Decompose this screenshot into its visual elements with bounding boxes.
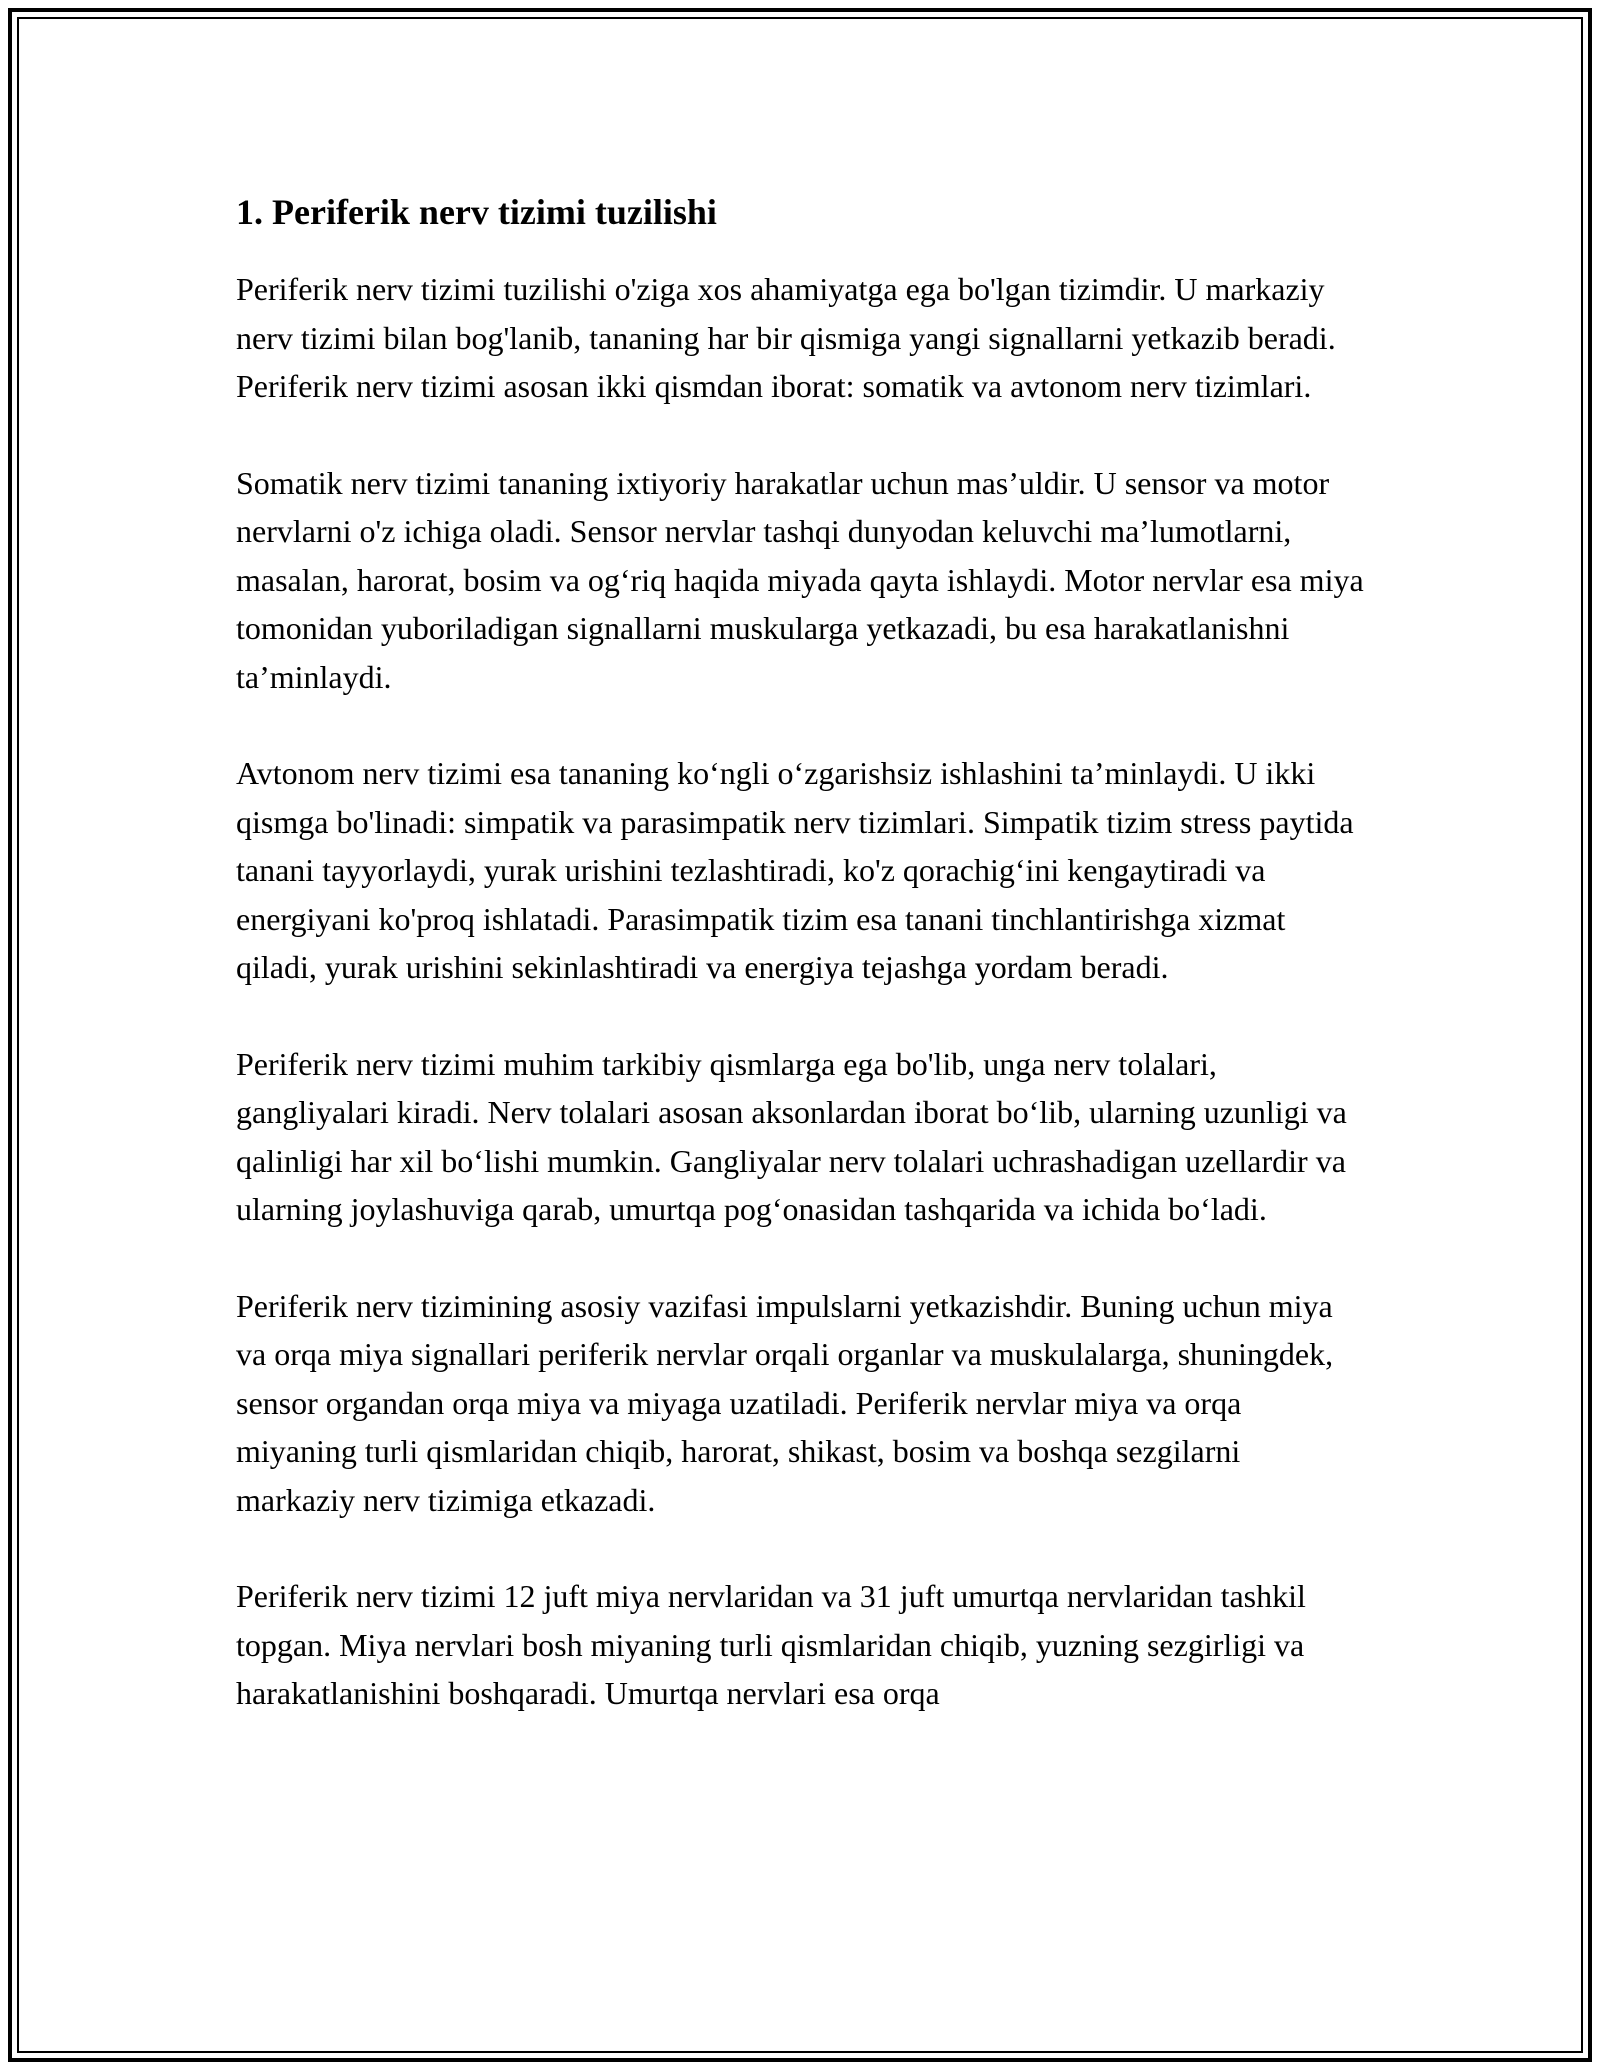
paragraph: Somatik nerv tizimi tananing ixtiyoriy harakatlar uchun mas’uldir. U sensor va motor nervlarni o'z ichiga oladi. Sensor nervlar tashqi dunyodan keluvchi ma’lumotlarni, masalan, harorat, bosim va og‘riq haqida miyada qayta ishlaydi. Motor nervlar esa miya tomonidan yuboriladigan signallarni muskularga yetkazadi, bu esa harakatlanishni ta’minlaydi. <box>236 464 1364 695</box>
section-heading: 1. Periferik nerv tizimi tuzilishi <box>236 192 717 232</box>
paragraph: Periferik nerv tizimi muhim tarkibiy qismlarga ega bo'lib, unga nerv tolalari, gangliyalari kiradi. Nerv tolalari asosan aksonlardan iborat bo‘lib, ularning uzunligi va qalinligi har xil bo‘lishi mumkin. Gangliyalar nerv tolalari uchrashadigan uzellardir va ularning joylashuviga qarab, umurtqa pog‘onasidan tashqarida va ichida bo‘ladi. <box>236 1045 1347 1227</box>
paragraph: Avtonom nerv tizimi esa tananing ko‘ngli o‘zgarishsiz ishlashini ta’minlaydi. U ikki qismga bo'linadi: simpatik va parasimpatik nerv tizimlari. Simpatik tizim stress paytida tanani tayyorlaydi, yurak urishini tezlashtiradi, ko'z qorachig‘ini kengaytiradi va energiyani ko'proq ishlatadi. Parasimpatik tizim esa tanani tinchlantirishga xizmat qiladi, yurak urishini sekinlashtiradi va energiya tejashga yordam beradi. <box>236 755 1354 985</box>
document-body <box>236 186 1366 1718</box>
paragraph: Periferik nerv tizimi tuzilishi o'ziga xos ahamiyatga ega bo'lgan tizimdir. U markaziy nerv tizimi bilan bog'lanib, tananing har bir qismiga yangi signallarni yetkazib beradi. Periferik nerv tizimi asosan ikki qismdan iborat: somatik va avtonom nerv tizimlari. <box>236 271 1336 404</box>
paragraph: Periferik nerv tizimining asosiy vazifasi impulslarni yetkazishdir. Buning uchun miya va orqa miya signallari periferik nervlar orqali organlar va muskulalarga, shuningdek, sensor organdan orqa miya va miyaga uzatiladi. Periferik nervlar miya va orqa miyaning turli qismlaridan chiqib, harorat, shikast, bosim va boshqa sezgilarni markaziy nerv tizimiga etkazadi. <box>236 1287 1334 1518</box>
paragraph: Periferik nerv tizimi 12 juft miya nervlaridan va 31 juft umurtqa nervlaridan tashkil topgan. Miya nervlari bosh miyaning turli qismlaridan chiqib, yuzning sezgirligi va harakatlanishini boshqaradi. Umurtqa nervlari esa orqa <box>236 1578 1306 1711</box>
